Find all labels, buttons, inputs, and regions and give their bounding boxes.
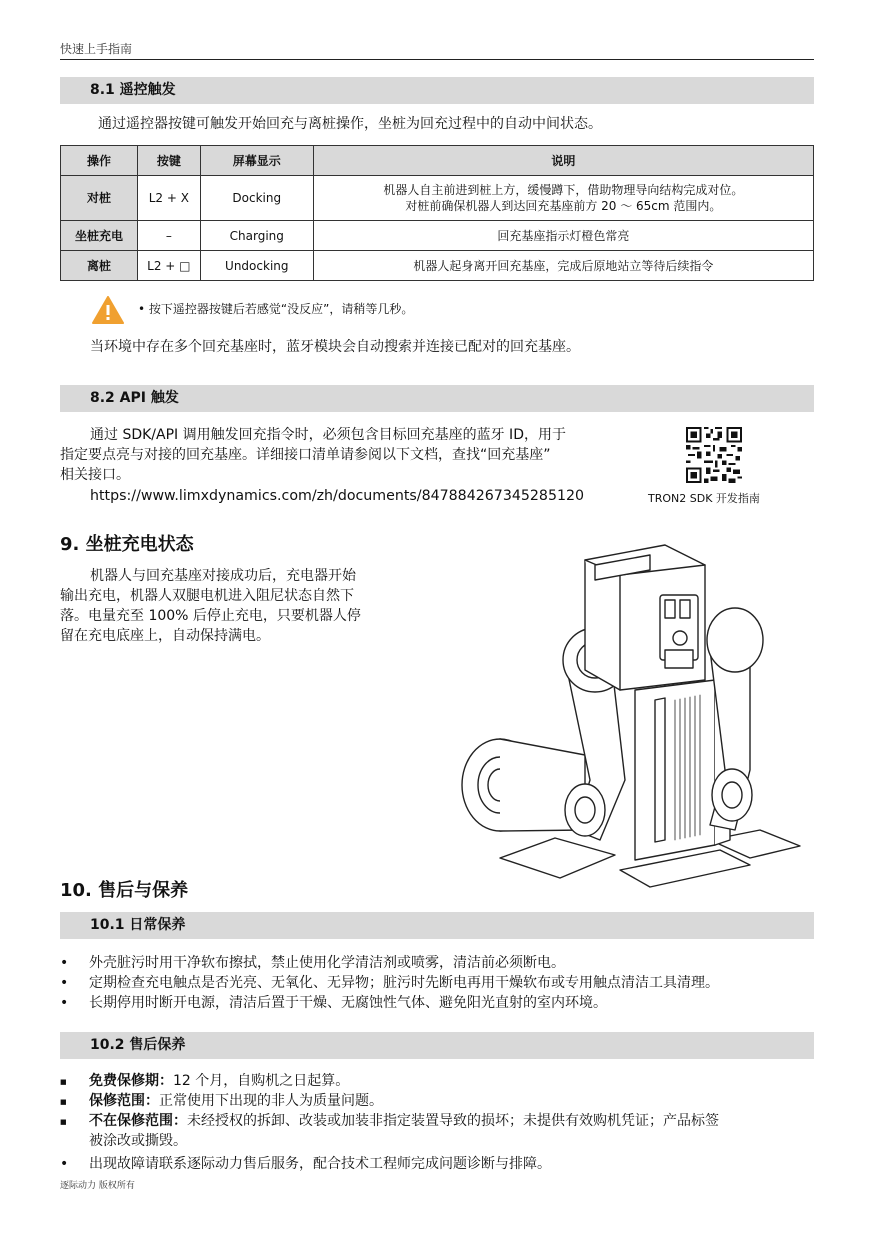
daily-care-list [60,953,814,1013]
list-item: • 长期停用时断开电源，清洁后置于干燥、无腐蚀性气体、避免阳光直射的室内环境。 [60,993,814,1013]
list-item-label: 保修范围： [89,1093,159,1109]
list-item-text: 12 个月，自购机之日起算。 [173,1073,350,1089]
list-item-label: 不在保修范围： [89,1113,187,1129]
remote-trigger-table [60,145,814,281]
warranty-list [60,1071,814,1151]
table-cell-key: L2 + X [137,176,200,221]
charging-paragraph-line: 落。电量充至 100% 后停止充电，只要机器人停 [60,608,361,624]
header-title: 快速上手指南 [60,42,133,56]
section-8-2-heading: 8.2 API 触发 [60,385,814,412]
footer-copyright: 逐际动力 版权所有 [60,1181,135,1191]
table-cell-op: 对桩 [61,176,138,221]
api-paragraph-line: 相关接口。 [60,467,130,483]
api-paragraph-line: 指定要点亮与对接的回充基座。详细接口清单请参阅以下文档，查找“回充基座” [60,447,551,463]
list-item [60,1071,814,1091]
warning-text: • 按下遥控器按键后若感觉“没反应”，请稍等几秒。 [138,302,414,316]
section-10-1-heading: 10.1 日常保养 [60,912,814,939]
charging-paragraph-line: 留在充电底座上，自动保持满电。 [60,628,270,644]
list-item: • 外壳脏污时用干净软布擦拭，禁止使用化学清洁剂或喷雾，清洁前必须断电。 [60,953,814,973]
list-item: • 定期检查充电触点是否光亮、无氧化、无异物；脏污时先断电再用干燥软布或专用触点清洁工具清理。 [60,973,814,993]
table-header-cell: 屏幕显示 [200,146,313,176]
header-rule [60,59,814,60]
table-cell-screen: Undocking [200,251,313,281]
table-header-cell: 说明 [313,146,813,176]
list-item-label: 免费保修期： [89,1073,173,1089]
qr-caption: TRON2 SDK 开发指南 [648,492,760,505]
section-8-1-heading: 8.1 遥控触发 [60,77,814,104]
table-row [61,176,814,221]
list-item-text: 未经授权的拆卸、改装或加装非指定装置导致的损坏；未提供有效购机凭证；产品标签 [187,1113,719,1129]
table-cell-key: – [137,221,200,251]
charging-paragraph-line: 输出充电，机器人双腿电机进入阻尼状态自然下 [60,588,354,604]
list-item-text: 正常使用下出现的非人为质量问题。 [159,1093,383,1109]
section-8-1-intro: 通过遥控器按键可触发开始回充与离桩操作，坐桩为回充过程中的自动中间状态。 [98,116,602,132]
section-10-heading: 10. 售后与保养 [60,880,189,901]
list-item-text: 被涂改或撕毁。 [89,1133,187,1149]
sdk-doc-link[interactable]: https://www.limxdynamics.com/zh/documents/847884267345285120 [90,488,585,504]
warning-icon [92,296,124,324]
table-cell-screen: Charging [200,221,313,251]
table-cell-screen: Docking [200,176,313,221]
table-row [61,221,814,251]
service-note-list [60,1154,814,1174]
table-header-cell: 操作 [61,146,138,176]
table-cell-desc [313,176,813,221]
robot-on-dock-illustration [460,540,805,890]
table-row [61,251,814,281]
table-cell-desc-line: 对桩前确保机器人到达回充基座前方 20 ～ 65cm 范围内。 [405,199,722,213]
table-cell-key: L2 + □ [137,251,200,281]
list-item: • 出现故障请联系逐际动力售后服务，配合技术工程师完成问题诊断与排障。 [60,1154,814,1174]
section-10-2-heading: 10.2 售后保养 [60,1032,814,1059]
table-cell-desc: 机器人起身离开回充基座，完成后原地站立等待后续指令 [313,251,813,281]
foot-plate-left [500,838,615,878]
table-cell-op: 坐桩充电 [61,221,138,251]
table-cell-desc-line: 机器人自主前进到桩上方，缓慢蹲下，借助物理导向结构完成对位。 [383,183,744,197]
charging-paragraph-line: 机器人与回充基座对接成功后，充电器开始 [90,568,356,584]
table-cell-desc: 回充基座指示灯橙色常亮 [313,221,813,251]
api-paragraph-line: 通过 SDK/API 调用触发回充指令时，必须包含目标回充基座的蓝牙 ID，用于 [90,427,566,443]
multi-base-note: 当环境中存在多个回充基座时，蓝牙模块会自动搜索并连接已配对的回充基座。 [90,339,580,355]
section-9-heading: 9. 坐桩充电状态 [60,534,194,555]
list-item [60,1091,814,1111]
list-item [60,1111,814,1151]
qr-code-icon[interactable] [686,427,742,483]
table-cell-op: 离桩 [61,251,138,281]
table-header-row [61,146,814,176]
table-header-cell: 按键 [137,146,200,176]
